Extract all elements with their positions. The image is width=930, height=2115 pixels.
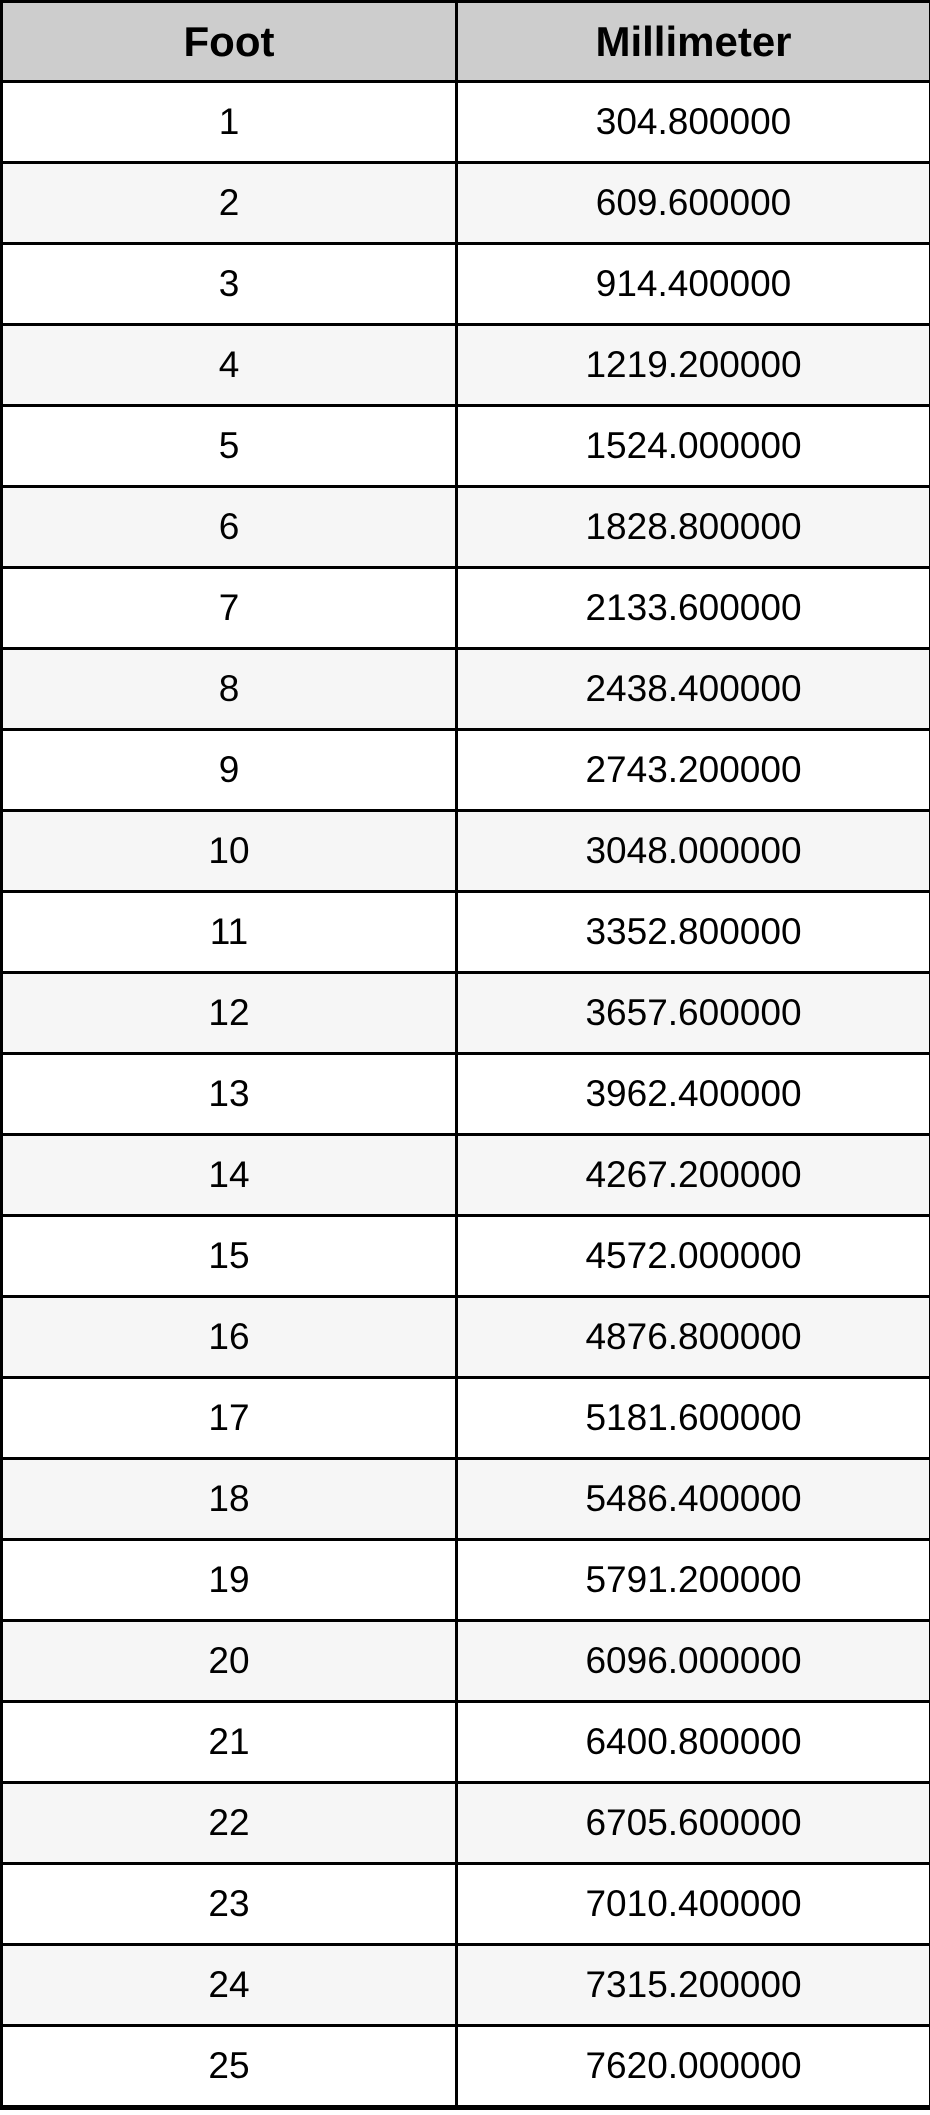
millimeter-cell: 4267.200000	[457, 1135, 930, 1216]
millimeter-cell: 609.600000	[457, 163, 930, 244]
foot-cell: 2	[2, 163, 457, 244]
table-row	[2, 1216, 930, 1297]
column-header-foot: Foot	[2, 2, 457, 82]
millimeter-cell: 5791.200000	[457, 1540, 930, 1621]
foot-cell: 5	[2, 406, 457, 487]
foot-cell: 17	[2, 1378, 457, 1459]
millimeter-cell: 3657.600000	[457, 973, 930, 1054]
header-row	[2, 2, 930, 82]
foot-cell: 1	[2, 82, 457, 163]
table-row	[2, 406, 930, 487]
foot-cell: 11	[2, 892, 457, 973]
foot-cell: 23	[2, 1864, 457, 1945]
foot-cell: 4	[2, 325, 457, 406]
foot-cell: 12	[2, 973, 457, 1054]
table-row	[2, 1135, 930, 1216]
foot-cell: 6	[2, 487, 457, 568]
foot-cell: 20	[2, 1621, 457, 1702]
millimeter-cell: 2438.400000	[457, 649, 930, 730]
foot-cell: 19	[2, 1540, 457, 1621]
table-row	[2, 1054, 930, 1135]
table-row	[2, 568, 930, 649]
table-row	[2, 244, 930, 325]
millimeter-cell: 4876.800000	[457, 1297, 930, 1378]
foot-cell: 13	[2, 1054, 457, 1135]
millimeter-cell: 1219.200000	[457, 325, 930, 406]
foot-cell: 8	[2, 649, 457, 730]
foot-cell: 18	[2, 1459, 457, 1540]
millimeter-cell: 7010.400000	[457, 1864, 930, 1945]
foot-cell: 24	[2, 1945, 457, 2026]
foot-cell: 15	[2, 1216, 457, 1297]
foot-cell: 16	[2, 1297, 457, 1378]
table-row	[2, 649, 930, 730]
millimeter-cell: 1828.800000	[457, 487, 930, 568]
column-header-millimeter: Millimeter	[457, 2, 930, 82]
millimeter-cell: 914.400000	[457, 244, 930, 325]
table-row	[2, 1945, 930, 2026]
millimeter-cell: 4572.000000	[457, 1216, 930, 1297]
millimeter-cell: 6096.000000	[457, 1621, 930, 1702]
table-row	[2, 1297, 930, 1378]
millimeter-cell: 2743.200000	[457, 730, 930, 811]
table-row	[2, 1459, 930, 1540]
table-row	[2, 811, 930, 892]
table-row	[2, 1783, 930, 1864]
table-row	[2, 1378, 930, 1459]
foot-cell: 7	[2, 568, 457, 649]
table-row	[2, 1864, 930, 1945]
table-row	[2, 1702, 930, 1783]
millimeter-cell: 5486.400000	[457, 1459, 930, 1540]
millimeter-cell: 304.800000	[457, 82, 930, 163]
table-row	[2, 487, 930, 568]
millimeter-cell: 6400.800000	[457, 1702, 930, 1783]
foot-cell: 10	[2, 811, 457, 892]
table-row	[2, 1540, 930, 1621]
foot-cell: 9	[2, 730, 457, 811]
table-row	[2, 163, 930, 244]
table-row	[2, 1621, 930, 1702]
millimeter-cell: 7620.000000	[457, 2026, 930, 2108]
millimeter-cell: 3352.800000	[457, 892, 930, 973]
millimeter-cell: 5181.600000	[457, 1378, 930, 1459]
foot-cell: 25	[2, 2026, 457, 2108]
millimeter-cell: 1524.000000	[457, 406, 930, 487]
millimeter-cell: 7315.200000	[457, 1945, 930, 2026]
table-row	[2, 973, 930, 1054]
table-row	[2, 325, 930, 406]
table-row	[2, 730, 930, 811]
table-row	[2, 2026, 930, 2108]
foot-cell: 22	[2, 1783, 457, 1864]
table-row	[2, 82, 930, 163]
foot-cell: 21	[2, 1702, 457, 1783]
foot-cell: 14	[2, 1135, 457, 1216]
millimeter-cell: 6705.600000	[457, 1783, 930, 1864]
millimeter-cell: 3962.400000	[457, 1054, 930, 1135]
table-row	[2, 892, 930, 973]
millimeter-cell: 2133.600000	[457, 568, 930, 649]
foot-cell: 3	[2, 244, 457, 325]
millimeter-cell: 3048.000000	[457, 811, 930, 892]
